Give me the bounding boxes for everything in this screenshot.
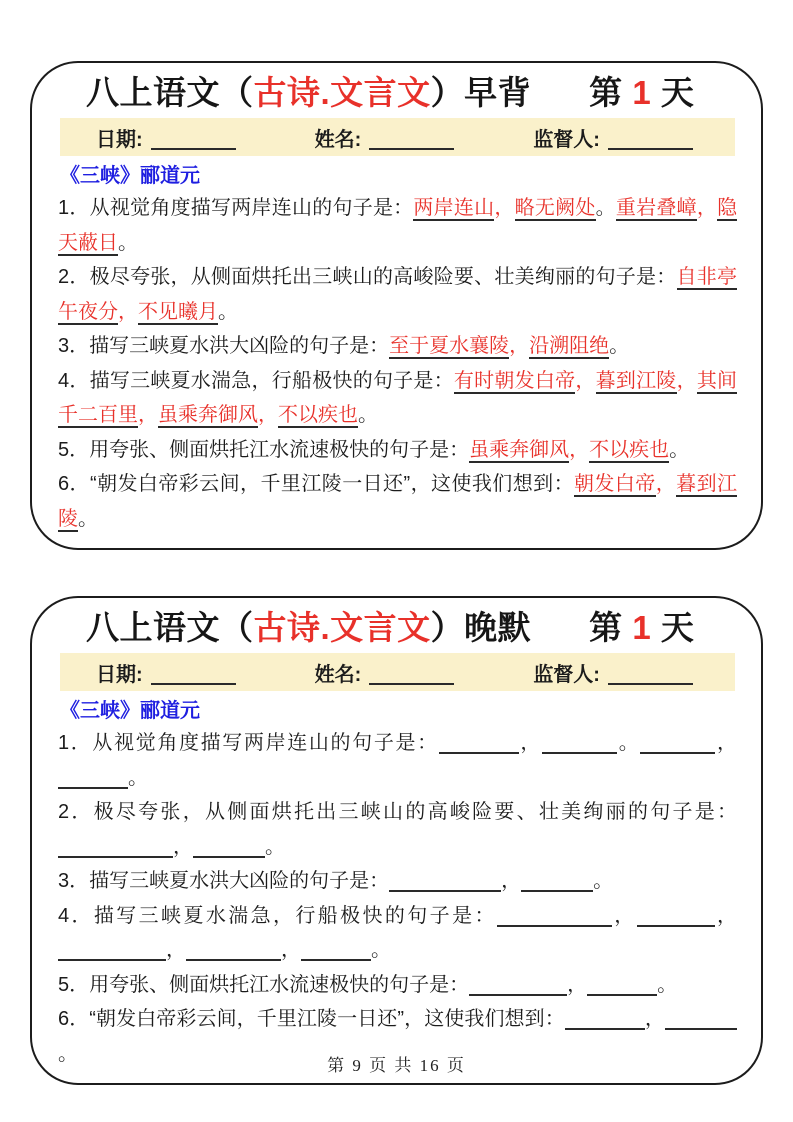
answer-text: 暮到江陵 xyxy=(595,369,677,392)
question-text: ， xyxy=(118,300,138,323)
question-text: 6．“朝发白帝彩云间，千里江陵一日还”，这使我们想到： xyxy=(58,473,574,495)
info-label: 日期: xyxy=(96,128,143,151)
question-text: ， xyxy=(567,973,588,996)
answer-text: 朝发白帝 xyxy=(574,473,656,495)
card-title xyxy=(58,605,737,650)
answer-text: 有时朝发白帝 xyxy=(453,369,576,392)
answer-text: 两岸连山 xyxy=(413,197,495,219)
card-evening-dictation xyxy=(30,596,763,1085)
question-text: 1．从视觉角度描写两岸连山的句子是： xyxy=(58,197,414,219)
info-field xyxy=(533,658,693,687)
question-text: ， xyxy=(575,369,596,392)
question-text: 1 xyxy=(632,74,652,111)
question-list xyxy=(58,191,737,536)
question-item xyxy=(58,433,737,468)
question-text: 3．描写三峡夏水洪大凶险的句子是： xyxy=(58,870,390,892)
answer-text: 其间千二百里 xyxy=(58,369,738,426)
question-text: 。 xyxy=(358,404,378,426)
fill-in-blank xyxy=(469,972,567,996)
question-text: ， xyxy=(518,732,543,754)
question-item xyxy=(58,260,737,329)
fill-in-blank xyxy=(521,868,593,892)
fill-in-blank xyxy=(608,128,693,150)
question-item xyxy=(58,467,737,536)
lesson-subtitle: 《三峡》郦道元 xyxy=(60,165,200,187)
fill-in-blank xyxy=(151,663,236,685)
info-field xyxy=(96,123,236,152)
question-text: ， xyxy=(166,939,186,961)
fill-in-blank xyxy=(497,903,612,927)
fill-in-blank xyxy=(193,834,265,858)
answer-text: 不见曦月 xyxy=(138,300,218,323)
fill-in-blank xyxy=(369,663,454,685)
question-text: 。 xyxy=(371,939,391,961)
fill-in-blank xyxy=(439,730,519,754)
question-text: 。 xyxy=(609,335,630,357)
answer-text: 虽乘奔御风 xyxy=(469,438,570,461)
answer-text: 略无阙处 xyxy=(514,197,596,219)
question-text: 6．“朝发白帝彩云间，千里江陵一日还”，这使我们想到： xyxy=(58,1008,565,1030)
info-label: 监督人: xyxy=(533,128,600,151)
info-bar xyxy=(60,118,735,156)
question-text: ）晚默 xyxy=(430,609,532,646)
question-text: 2．极尽夸张，从侧面烘托出三峡山的高峻险要、壮美绚丽的句子是： xyxy=(58,801,737,823)
fill-in-blank xyxy=(58,937,166,961)
fill-in-blank xyxy=(151,128,236,150)
info-field xyxy=(533,123,693,152)
question-item xyxy=(58,899,737,968)
question-text: 八上语文（ xyxy=(86,74,254,111)
info-label: 监督人: xyxy=(533,663,600,686)
question-text: 。 xyxy=(593,870,614,892)
question-text: ， xyxy=(138,404,158,426)
question-text: 5．用夸张、侧面烘托江水流速极快的句子是： xyxy=(58,973,470,996)
info-label: 姓名: xyxy=(314,128,362,151)
question-text: 天 xyxy=(651,74,695,111)
question-text: 。 xyxy=(265,835,285,858)
question-text: ， xyxy=(281,939,301,961)
fill-in-blank xyxy=(587,972,657,996)
question-text: ， xyxy=(569,438,590,461)
fill-in-blank xyxy=(369,128,454,150)
fill-in-blank xyxy=(186,937,281,961)
question-text: 1 xyxy=(632,609,652,646)
question-text: ， xyxy=(676,369,697,392)
info-label: 姓名: xyxy=(314,663,362,686)
question-text: ， xyxy=(501,870,522,892)
question-item xyxy=(58,191,737,260)
question-text: 。 xyxy=(78,507,98,530)
answer-text: 虽乘奔御风 xyxy=(158,404,258,426)
question-text: 4．描写三峡夏水湍急，行船极快的句子是： xyxy=(58,369,454,392)
info-field xyxy=(315,123,455,152)
info-label: 日期: xyxy=(96,663,143,686)
fill-in-blank xyxy=(389,868,501,892)
question-text: 。 xyxy=(128,766,148,789)
question-text: 。 xyxy=(58,1042,78,1065)
fill-in-blank xyxy=(565,1006,645,1030)
fill-in-blank xyxy=(58,834,173,858)
fill-in-blank xyxy=(665,1006,737,1030)
question-item xyxy=(58,795,737,864)
info-field xyxy=(96,658,236,687)
question-item xyxy=(58,968,737,1003)
answer-text: 至于夏水襄陵 xyxy=(389,335,510,357)
answer-text: 不以疾也 xyxy=(589,438,670,461)
question-text: ， xyxy=(715,732,738,754)
fill-in-blank xyxy=(608,663,693,685)
question-text: 3．描写三峡夏水洪大凶险的句子是： xyxy=(58,335,390,357)
question-text: 2．极尽夸张，从侧面烘托出三峡山的高峻险要、壮美绚丽的句子是： xyxy=(58,266,677,288)
question-text: 5．用夸张、侧面烘托江水流速极快的句子是： xyxy=(58,438,470,461)
question-text: 。 xyxy=(657,973,678,996)
question-text: 第 xyxy=(589,74,633,111)
fill-in-blank xyxy=(58,765,128,789)
question-text: 4．描写三峡夏水湍急，行船极快的句子是： xyxy=(58,904,497,927)
answer-text: 重岩叠嶂 xyxy=(615,197,697,219)
question-text: ， xyxy=(611,904,637,927)
question-item xyxy=(58,364,737,433)
fill-in-blank xyxy=(301,937,371,961)
question-text: 。 xyxy=(218,300,238,323)
answer-text: 隐天蔽日 xyxy=(58,197,738,254)
answer-text: 自非亭午夜分 xyxy=(58,266,738,323)
lesson-subtitle: 《三峡》郦道元 xyxy=(60,700,200,722)
question-item xyxy=(58,864,737,899)
card-title xyxy=(58,70,737,115)
info-field xyxy=(315,658,455,687)
info-bar xyxy=(60,653,735,691)
answer-text: 不以疾也 xyxy=(278,404,358,426)
question-text: ， xyxy=(696,197,718,219)
question-list xyxy=(58,726,737,1071)
question-text: 第 xyxy=(589,609,633,646)
question-text: ， xyxy=(258,404,278,426)
question-text: ， xyxy=(509,335,530,357)
question-text: ， xyxy=(644,1008,666,1030)
fill-in-blank xyxy=(542,730,617,754)
question-text: 古诗.文言文 xyxy=(253,74,431,111)
question-text: 。 xyxy=(118,231,138,254)
answer-text: 暮到江陵 xyxy=(58,473,738,530)
question-item xyxy=(58,726,737,795)
question-text: ）早背 xyxy=(430,74,532,111)
question-text: 八上语文（ xyxy=(86,609,254,646)
fill-in-blank xyxy=(637,903,715,927)
question-text: ， xyxy=(494,197,515,219)
fill-in-blank xyxy=(640,730,715,754)
question-text: 。 xyxy=(669,438,690,461)
question-text: ， xyxy=(173,835,193,858)
question-text: 。 xyxy=(595,197,616,219)
question-text: 1．从视觉角度描写两岸连山的句子是： xyxy=(58,732,439,754)
question-text: ， xyxy=(655,473,677,495)
question-text: 古诗.文言文 xyxy=(253,609,431,646)
card-morning-recite xyxy=(30,61,763,550)
question-item xyxy=(58,329,737,364)
page-footer: 第 9 页 共 16 页 xyxy=(327,1056,466,1075)
question-text: 。 xyxy=(617,732,641,754)
question-text: 天 xyxy=(651,609,695,646)
answer-text: 沿溯阻绝 xyxy=(529,335,610,357)
question-text: ， xyxy=(714,904,738,927)
